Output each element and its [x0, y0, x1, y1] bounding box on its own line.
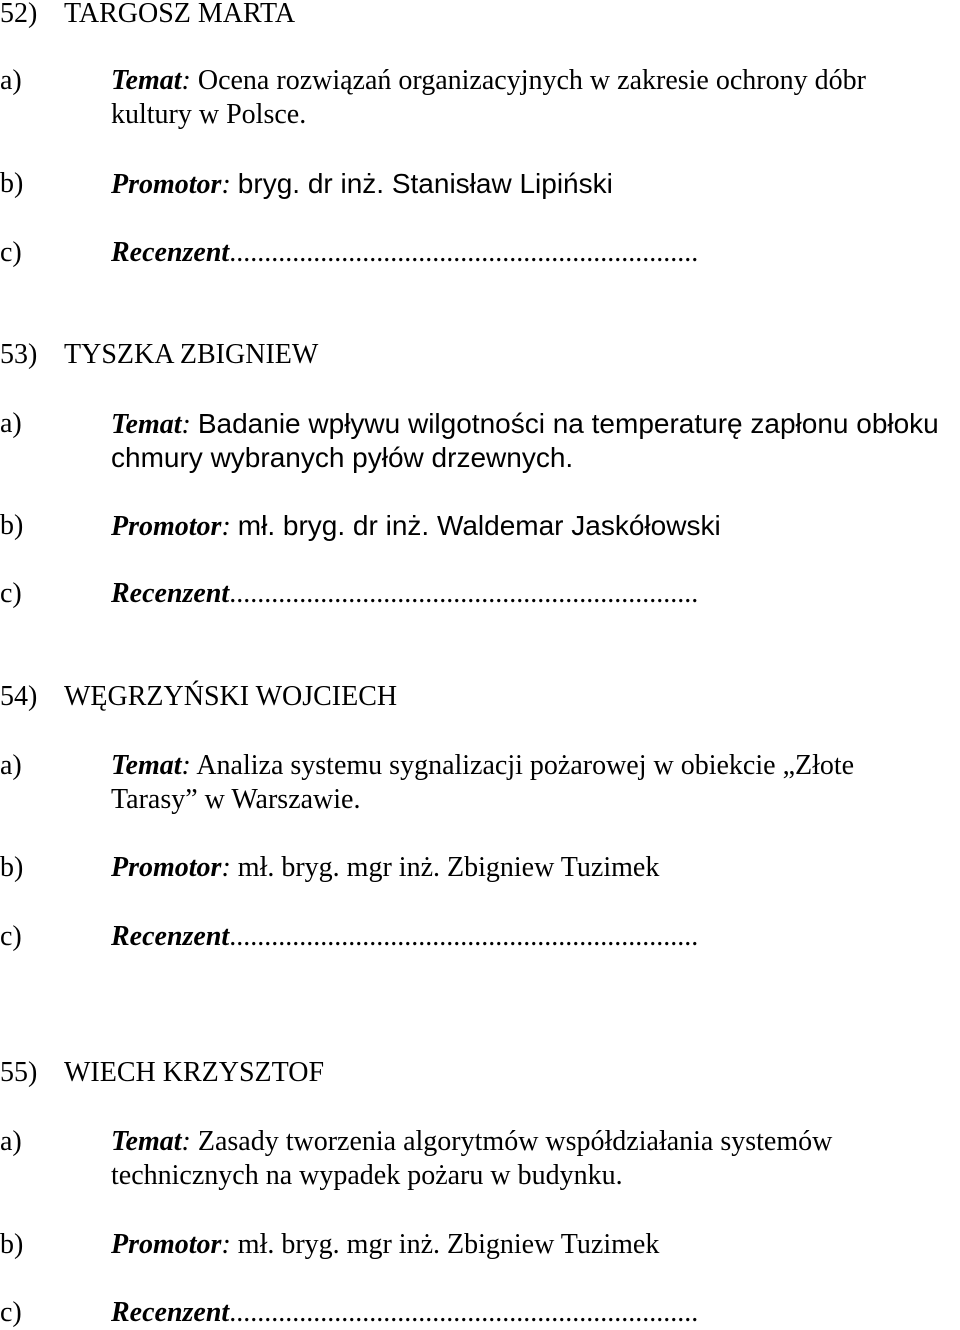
entry-header	[0, 1056, 325, 1090]
promotor-value: mł. bryg. mgr inż. Zbigniew Tuzimek	[237, 852, 660, 883]
temat-text: Analiza systemu sygnalizacji pożarowej w obiekcie „Złote	[196, 750, 855, 781]
marker-c: c)	[0, 921, 22, 952]
entry-number: 53)	[0, 339, 38, 370]
marker-c: c)	[0, 578, 22, 609]
temat-text: Badanie wpływu wilgotności na temperaturę zapłonu obłoku	[197, 408, 939, 439]
entry-number: 54)	[0, 681, 38, 712]
temat-label: Temat	[111, 1126, 182, 1157]
marker-b: b)	[0, 852, 24, 883]
promotor-value: bryg. dr inż. Stanisław Lipiński	[237, 168, 613, 199]
promotor-label: Promotor	[111, 852, 222, 883]
entry-name: TARGOSZ MARTA	[64, 0, 296, 29]
marker-b: b)	[0, 1229, 24, 1260]
marker-b: b)	[0, 510, 24, 541]
recenzent-label: Recenzent	[111, 578, 230, 609]
temat-text: Zasady tworzenia algorytmów współdziałania systemów	[197, 1126, 833, 1157]
marker-b: b)	[0, 168, 24, 199]
temat-label: Temat	[111, 750, 182, 781]
temat-text: Ocena rozwiązań organizacyjnych w zakresie ochrony dóbr	[197, 65, 866, 96]
promotor-value: mł. bryg. mgr inż. Zbigniew Tuzimek	[237, 1229, 660, 1260]
temat-text-continued: technicznych na wypadek pożaru w budynku.	[111, 1160, 623, 1191]
recenzent-dots: ...................................................................	[229, 237, 699, 268]
marker-a: a)	[0, 65, 22, 96]
entry-header	[0, 338, 319, 372]
promotor-label: Promotor	[111, 511, 222, 542]
promotor-value: mł. bryg. dr inż. Waldemar Jaskółowski	[237, 510, 721, 541]
entry-number: 55)	[0, 1057, 38, 1088]
entry-name: WĘGRZYŃSKI WOJCIECH	[64, 681, 398, 712]
marker-a: a)	[0, 1126, 22, 1157]
marker-a: a)	[0, 408, 22, 439]
temat-text-continued: chmury wybranych pyłów drzewnych.	[111, 442, 574, 473]
recenzent-label: Recenzent	[111, 1297, 230, 1328]
recenzent-dots: ...................................................................	[229, 1297, 699, 1328]
entry-number: 52)	[0, 0, 38, 29]
temat-label: Temat	[111, 65, 182, 96]
temat-text-continued: kultury w Polsce.	[111, 99, 307, 130]
marker-c: c)	[0, 237, 22, 268]
promotor-label: Promotor	[111, 1229, 222, 1260]
entry-name: TYSZKA ZBIGNIEW	[64, 339, 319, 370]
recenzent-dots: ...................................................................	[229, 921, 699, 952]
entry-name: WIECH KRZYSZTOF	[64, 1057, 325, 1088]
temat-label: Temat	[111, 409, 182, 440]
temat-text-continued: Tarasy” w Warszawie.	[111, 784, 361, 815]
recenzent-label: Recenzent	[111, 921, 230, 952]
entry-header	[0, 0, 296, 31]
entry-header	[0, 680, 398, 714]
marker-a: a)	[0, 750, 22, 781]
promotor-label: Promotor	[111, 169, 222, 200]
recenzent-label: Recenzent	[111, 237, 230, 268]
marker-c: c)	[0, 1297, 22, 1328]
recenzent-dots: ...................................................................	[229, 578, 699, 609]
